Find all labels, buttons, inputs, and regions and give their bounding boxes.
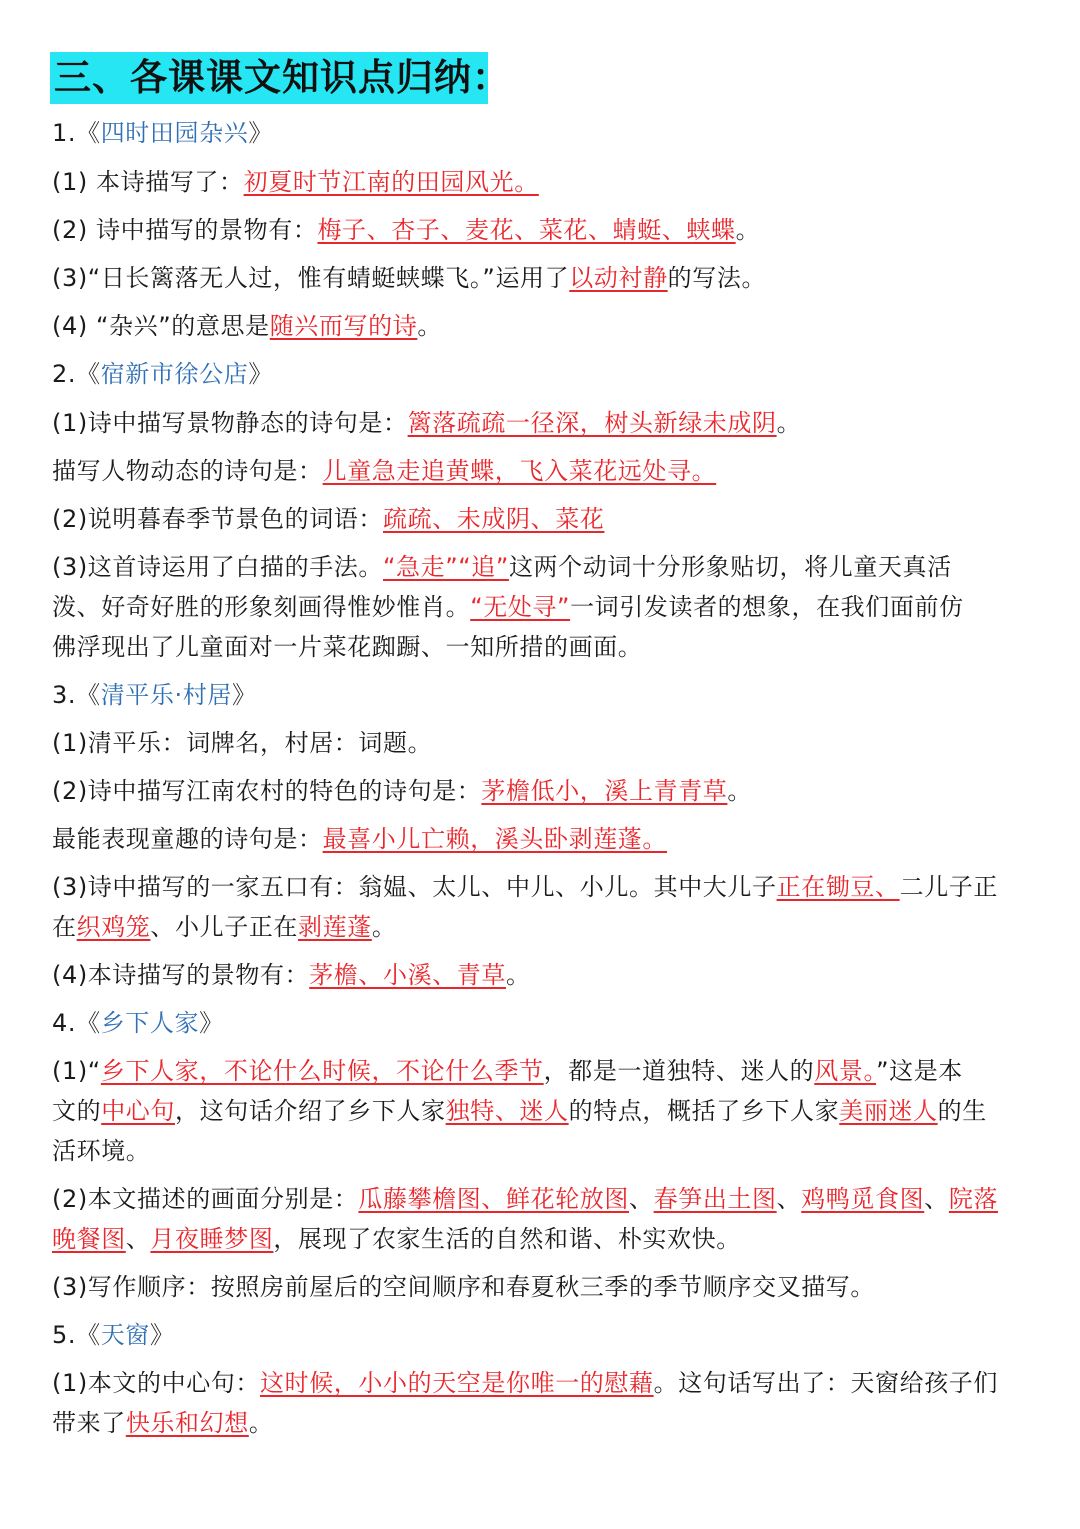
lesson-1-q2: (2) 诗中描写的景物有：梅子、杏子、麦花、菜花、蜻蜓、蛱蝶。	[52, 216, 761, 244]
lesson-4-q2: (2)本文描述的画面分别是：瓜藤攀檐图、鲜花轮放图、春笋出土图、鸡鸭觅食图、院落	[52, 1185, 999, 1213]
lesson-1-heading: 1.《四时田园杂兴》	[52, 119, 273, 147]
answer: 正在锄豆、	[776, 873, 900, 901]
lesson-2-q3-line3: 佛浮现出了儿童面对一片菜花踟蹰、一知所措的画面。	[52, 633, 643, 661]
lesson-4-q1-line2: 文的中心句，这句话介绍了乡下人家独特、迷人的特点，概括了乡下人家美丽迷人的生	[52, 1097, 987, 1125]
lesson-2-q2: (2)说明暮春季节景色的词语：疏疏、未成阴、菜花	[52, 505, 605, 533]
answer: 美丽迷人	[839, 1097, 938, 1125]
answer: 独特、迷人	[445, 1097, 569, 1125]
answer: 茅檐、小溪、青草	[309, 961, 507, 989]
answer: 儿童急走追黄蝶，飞入菜花远处寻。	[322, 457, 717, 485]
answer: 风景。	[814, 1057, 877, 1085]
answer: 最喜小儿亡赖，溪头卧剥莲蓬。	[322, 825, 668, 853]
lesson-2-name: 宿新市徐公店	[100, 360, 249, 388]
lesson-2-q1b: 描写人物动态的诗句是：儿童急走追黄蝶，飞入菜花远处寻。	[52, 457, 717, 485]
lesson-4-q1: (1)“乡下人家，不论什么时候，不论什么季节，都是一道独特、迷人的风景。”这是本	[52, 1057, 963, 1085]
lesson-4-name: 乡下人家	[100, 1009, 200, 1037]
lesson-4-q3: (3)写作顺序：按照房前屋后的空间顺序和春夏秋三季的季节顺序交叉描写。	[52, 1273, 875, 1301]
lesson-5-name: 天窗	[100, 1321, 150, 1349]
answer: 快乐和幻想	[125, 1409, 249, 1437]
lesson-5-q1: (1)本文的中心句：这时候，小小的天空是你唯一的慰藉。这句话写出了：天窗给孩子们	[52, 1369, 999, 1397]
answer: “急走”“追”	[383, 553, 509, 581]
answer: 这时候，小小的天空是你唯一的慰藉	[260, 1369, 654, 1397]
lesson-3-q3-line2: 在织鸡笼、小儿子正在剥莲蓬。	[52, 913, 397, 941]
answer: 初夏时节江南的田园风光。	[243, 168, 539, 196]
lesson-2-q3-line2: 泼、好奇好胜的形象刻画得惟妙惟肖。“无处寻”一词引发读者的想象，在我们面前仿	[52, 593, 964, 621]
answer: 晚餐图	[52, 1225, 126, 1253]
lesson-1-q4: (4) “杂兴”的意思是随兴而写的诗。	[52, 312, 442, 340]
answer: 鸡鸭觅食图	[801, 1185, 925, 1213]
lesson-1-q3: (3)“日长篱落无人过，惟有蜻蜓蛱蝶飞。”运用了以动衬静的写法。	[52, 264, 767, 292]
lesson-1-q1: (1) 本诗描写了：初夏时节江南的田园风光。	[52, 168, 539, 196]
answer: 茅檐低小，溪上青青草	[481, 777, 728, 805]
lesson-3-q2b: 最能表现童趣的诗句是：最喜小儿亡赖，溪头卧剥莲蓬。	[52, 825, 668, 853]
lesson-4-q2-line2: 晚餐图、月夜睡梦图，展现了农家生活的自然和谐、朴实欢快。	[52, 1225, 741, 1253]
answer: 剥莲蓬	[298, 913, 372, 941]
lesson-2-q3: (3)这首诗运用了白描的手法。“急走”“追”这两个动词十分形象贴切，将儿童天真活	[52, 553, 952, 581]
lesson-2-q1: (1)诗中描写景物静态的诗句是：篱落疏疏一径深，树头新绿未成阴。	[52, 409, 802, 437]
answer: “无处寻”	[470, 593, 571, 621]
section-title: 三、各课课文知识点归纳：	[50, 52, 488, 104]
lesson-2-heading: 2.《宿新市徐公店》	[52, 360, 273, 388]
answer: 春笋出土图	[653, 1185, 777, 1213]
answer: 中心句	[101, 1097, 176, 1125]
lesson-5-q1-line2: 带来了快乐和幻想。	[52, 1409, 274, 1437]
lesson-4-heading: 4.《乡下人家》	[52, 1009, 224, 1037]
answer: 疏疏、未成阴、菜花	[383, 505, 605, 533]
answer: 院落	[948, 1185, 999, 1213]
answer: 织鸡笼	[76, 913, 151, 941]
lesson-5-heading: 5.《天窗》	[52, 1321, 175, 1349]
answer: 梅子、杏子、麦花、菜花、蜻蜓、蛱蝶	[317, 216, 736, 244]
answer: 随兴而写的诗	[269, 312, 418, 340]
lesson-3-q4: (4)本诗描写的景物有：茅檐、小溪、青草。	[52, 961, 531, 989]
lesson-3-heading: 3.《清平乐·村居》	[52, 681, 257, 709]
lesson-3-q2: (2)诗中描写江南农村的特色的诗句是：茅檐低小，溪上青青草。	[52, 777, 753, 805]
answer: 以动衬静	[569, 264, 668, 292]
answer: 篱落疏疏一径深，树头新绿未成阴	[407, 409, 777, 437]
lesson-3-q1: (1)清平乐：词牌名，村居：词题。	[52, 729, 433, 757]
lesson-3-name: 清平乐·村居	[100, 681, 232, 709]
answer: 乡下人家，不论什么时候，不论什么季节	[100, 1057, 544, 1085]
lesson-4-q1-line3: 活环境。	[52, 1137, 151, 1165]
answer: 瓜藤攀檐图、鲜花轮放图	[358, 1185, 630, 1213]
lesson-1-name: 四时田园杂兴	[100, 119, 249, 147]
lesson-3-q3: (3)诗中描写的一家五口有：翁媪、太儿、中儿、小儿。其中大儿子正在锄豆、二儿子正	[52, 873, 998, 901]
answer: 月夜睡梦图	[150, 1225, 274, 1253]
